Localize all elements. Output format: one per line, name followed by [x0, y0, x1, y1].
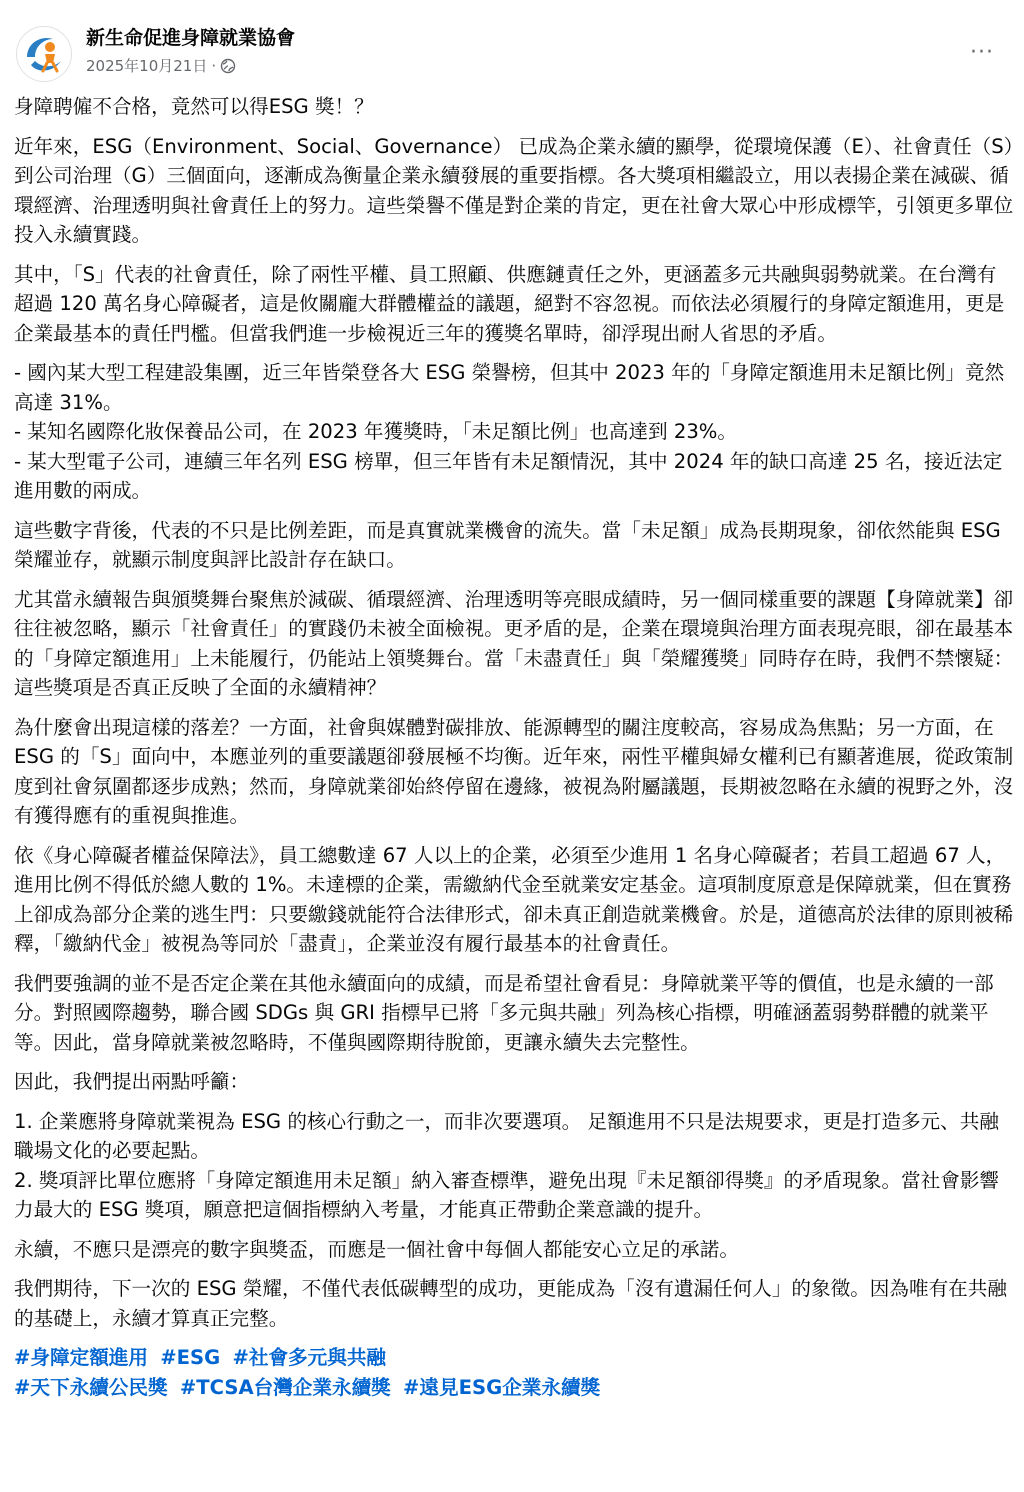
post-paragraph: 為什麼會出現這樣的落差？一方面，社會與媒體對碳排放、能源轉型的關注度較高，容易成為焦點；另一方面，在 ESG 的「S」面向中，本應並列的重要議題卻發展極不均衡。近年來，兩性平權與婦女權利已有顯著進展，從政策制度到社會氛圍都逐步成熟；然而，身障就業卻始終停留在邊緣，被視為附屬議題，長期被忽略在永續的視野之外，沒有獲得應有的重視與推進。 [14, 715, 1014, 827]
author-name[interactable]: 新生命促進身障就業協會 [86, 27, 296, 49]
hashtag-list [14, 1343, 1014, 1403]
post-meta [86, 56, 236, 76]
meta-separator: · [211, 57, 217, 75]
post-paragraph: 永續，不應只是漂亮的數字與獎盃，而應是一個社會中每個人都能安心立足的承諾。 [14, 1237, 739, 1261]
post-paragraph: 尤其當永續報告與頒獎舞台聚焦於減碳、循環經濟、治理透明等亮眼成績時，另一個同樣重要的課題【身障就業】卻往往被忽略，顯示「社會責任」的實踐仍未被全面檢視。更矛盾的是，企業在環境與治理方面表現亮眼，卻在最基本的「身障定額進用」上未能履行，仍能站上領獎舞台。當「未盡責任」與「榮耀獲獎」同時存在時，我們不禁懷疑：這些獎項是否真正反映了全面的永續精神？ [14, 587, 1014, 699]
post-title: 身障聘僱不合格，竟然可以得ESG 獎！？ [14, 95, 374, 118]
post-paragraph: 我們要強調的並不是否定企業在其他永續面向的成績，而是希望社會看見：身障就業平等的價值，也是永續的一部分。對照國際趨勢，聯合國 SDGs 與 GRI 指標早已將「多元與共融」列為核心指標，明確涵蓋弱勢群體的就業平等。因此，當身障就業被忽略時，不僅與國際期待脫節，更讓永續失去完整性。 [14, 971, 994, 1054]
globe-icon [220, 58, 236, 74]
post-paragraph: 其中，「S」代表的社會責任，除了兩性平權、員工照顧、供應鏈責任之外，更涵蓋多元共融與弱勢就業。在台灣有超過 120 萬名身心障礙者，這是攸關龐大群體權益的議題，絕對不容忽視。而依法必須履行的身障定額進用，更是企業最基本的責任門檻。但當我們進一步檢視近三年的獲獎名單時，卻浮現出耐人省思的矛盾。 [14, 262, 1005, 345]
post-paragraph: 因此，我們提出兩點呼籲： [14, 1070, 250, 1093]
hashtag-link[interactable]: #ESG [160, 1346, 221, 1369]
post-paragraph: 近年來，ESG（Environment、Social、Governance） 已成為企業永續的顯學，從環境保護（E）、社會責任（S）到公司治理（G）三個面向，逐漸成為衡量企業永續發展的重要指標。各大獎項相繼設立，用以表揚企業在減碳、循環經濟、治理透明與社會責任上的努力。這些榮譽不僅是對企業的肯定，更在社會大眾心中形成標竿，引領更多單位投入永續實踐。 [14, 134, 1014, 246]
post-paragraph: 我們期待，下一次的 ESG 榮耀，不僅代表低碳轉型的成功，更能成為「沒有遺漏任何人」的象徵。因為唯有在共融的基礎上，永續才算真正完整。 [14, 1277, 1007, 1330]
post-date[interactable]: 2025年10月21日 [86, 57, 208, 75]
post-paragraph: 1. 企業應將身障就業視為 ESG 的核心行動之一，而非次要選項。 足額進用不只是法規要求，更是打造多元、共融職場文化的必要起點。 2. 獎項評比單位應將「身障定額進用未足額」納入審查標準，避免出現『未足額卻得獎』的矛盾現象。當社會影響力最大的 ESG 獎項，願意把這個指標納入考量，才能真正帶動企業意識的提升。 [14, 1109, 1000, 1221]
more-options-button[interactable] [964, 34, 1000, 70]
avatar[interactable] [16, 26, 72, 82]
hashtag-link[interactable]: #社會多元與共融 [232, 1346, 387, 1369]
post-paragraph: - 國內某大型工程建設集團，近三年皆榮登各大 ESG 榮譽榜，但其中 2023 年的「身障定額進用未足額比例」竟然高達 31%。 - 某知名國際化妝保養品公司，在 2023 年獲獎時，「未足額比例」也高達到 23%。 - 某大型電子公司，連續三年名列 ESG 榜單，但三年皆有未足額情況，其中 2024 年的缺口高達 25 名，接近法定進用數的兩成。 [14, 361, 1005, 502]
hashtag-row [14, 1343, 1014, 1373]
more-options-icon: ··· [970, 39, 994, 65]
organization-logo-icon [17, 27, 71, 81]
post-paragraph: 這些數字背後，代表的不只是比例差距，而是真實就業機會的流失。當「未足額」成為長期現象，卻依然能與 ESG 榮耀並存，就顯示制度與評比設計存在缺口。 [14, 518, 1007, 571]
hashtag-link[interactable]: #TCSA台灣企業永續獎 [179, 1376, 391, 1399]
hashtag-link[interactable]: #身障定額進用 [14, 1346, 148, 1369]
hashtag-link[interactable]: #遠見ESG企業永續獎 [403, 1376, 601, 1399]
hashtag-row [14, 1373, 1014, 1403]
post-paragraph: 依《身心障礙者權益保障法》，員工總數達 67 人以上的企業，必須至少進用 1 名身心障礙者；若員工超過 67 人，進用比例不得低於總人數的 1%。未達標的企業，需繳納代金至就業安定基金。這項制度原意是保障就業，但在實務上卻成為部分企業的逃生門：只要繳錢就能符合法律形式，卻未真正創造就業機會。於是，道德高於法律的原則被稀釋，「繳納代金」被視為等同於「盡責」，企業並沒有履行最基本的社會責任。 [14, 843, 1014, 955]
hashtag-link[interactable]: #天下永續公民獎 [14, 1376, 168, 1399]
post-body [14, 92, 1014, 1403]
post-header [16, 22, 1008, 82]
